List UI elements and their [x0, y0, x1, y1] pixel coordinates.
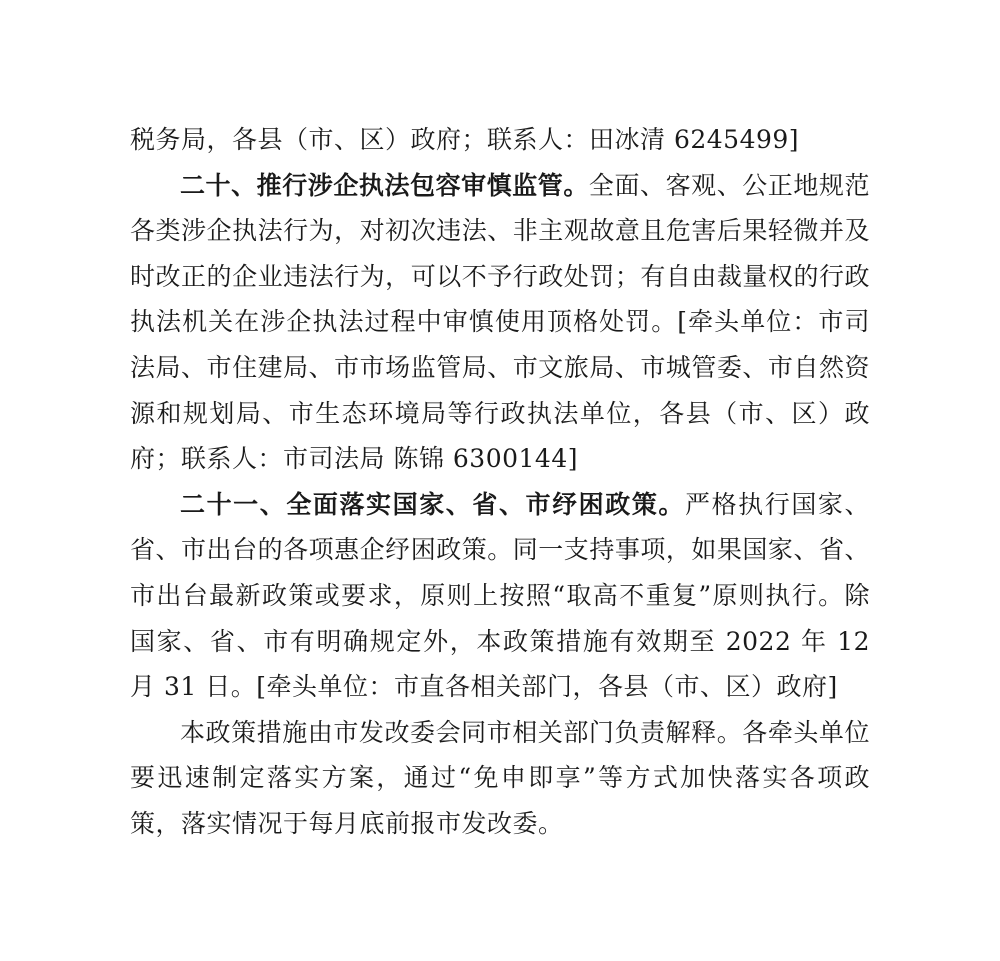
paragraph-continuation-text: 税务局，各县（市、区）政府；联系人：田冰清 6245499] — [130, 125, 800, 154]
document-body — [130, 117, 870, 847]
paragraph-closing-text: 本政策措施由市发改委会同市相关部门负责解释。各牵头单位要迅速制定落实方案，通过“免申即享”等方式加快落实各项政策，落实情况于每月底前报市发改委。 — [130, 717, 870, 838]
paragraph-item-21-body: 严格执行国家、省、市出台的各项惠企纾困政策。同一支持事项，如果国家、省、市出台最新政策或要求，原则上按照“取高不重复”原则执行。除国家、省、市有明确规定外，本政策措施有效期至 2022 年 12 月 31 日。[牵头单位：市直各相关部门，各县（市、区）政府] — [130, 489, 870, 702]
paragraph-item-20-body: 全面、客观、公正地规范各类涉企执法行为，对初次违法、非主观故意且危害后果轻微并及时改正的企业违法行为，可以不予行政处罚；有自由裁量权的行政执法机关在涉企执法过程中审慎使用顶格处罚。[牵头单位：市司法局、市住建局、市市场监管局、市文旅局、市城管委、市自然资源和规划局、市生态环境局等行政执法单位，各县（市、区）政府；联系人：市司法局 陈锦 6300144] — [130, 170, 870, 474]
paragraph-closing — [130, 710, 870, 847]
paragraph-item-21 — [130, 482, 870, 710]
paragraph-item-21-heading: 二十一、全面落实国家、省、市纾困政策。 — [180, 489, 685, 519]
paragraph-continuation — [130, 117, 870, 163]
paragraph-item-20 — [130, 163, 870, 482]
paragraph-item-20-heading: 二十、推行涉企执法包容审慎监管。 — [180, 170, 589, 200]
